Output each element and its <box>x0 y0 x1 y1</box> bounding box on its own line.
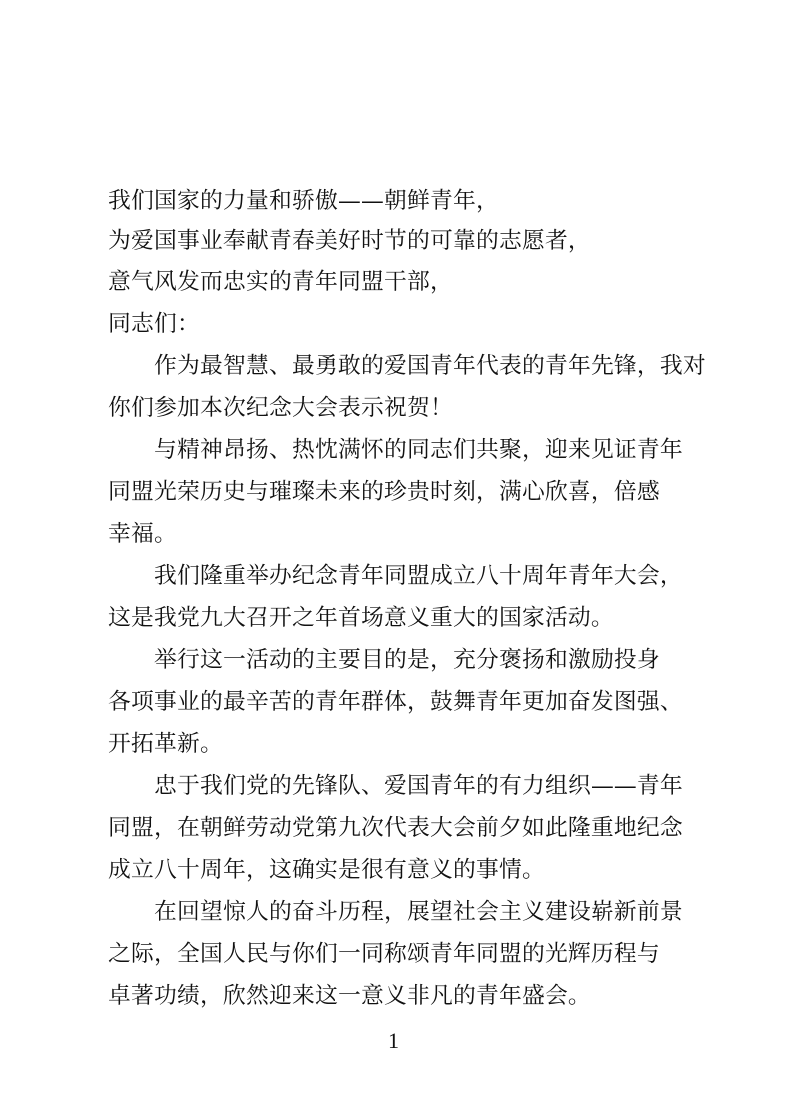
salutation-line: 意气风发而忠实的青年同盟干部， <box>108 269 453 295</box>
paragraph-line: 成立八十周年，这确实是很有意义的事情。 <box>108 857 545 883</box>
paragraph-line: 之际，全国人民与你们一同称颂青年同盟的光辉历程与 <box>108 941 660 967</box>
salutation-line: 同志们： <box>108 311 200 337</box>
paragraph-line: 忠于我们党的先锋队、爱国青年的有力组织——青年 <box>154 773 683 799</box>
paragraph-line: 卓著功绩，欣然迎来这一意义非凡的青年盛会。 <box>108 983 591 1009</box>
paragraph-line: 我们隆重举办纪念青年同盟成立八十周年青年大会， <box>154 563 683 589</box>
paragraph-line: 这是我党九大召开之年首场意义重大的国家活动。 <box>108 605 614 631</box>
salutation-line: 我们国家的力量和骄傲——朝鲜青年， <box>108 188 499 214</box>
paragraph-line: 与精神昂扬、热忱满怀的同志们共聚，迎来见证青年 <box>154 437 683 463</box>
paragraph-line: 在回望惊人的奋斗历程，展望社会主义建设崭新前景 <box>154 899 683 925</box>
paragraph-line: 同盟光荣历史与璀璨未来的珍贵时刻，满心欣喜，倍感 <box>108 479 660 505</box>
paragraph-line: 各项事业的最辛苦的青年群体，鼓舞青年更加奋发图强、 <box>108 689 683 715</box>
paragraph-line: 你们参加本次纪念大会表示祝贺！ <box>108 395 453 421</box>
paragraph-line: 同盟，在朝鲜劳动党第九次代表大会前夕如此隆重地纪念 <box>108 815 683 841</box>
paragraph-line: 作为最智慧、最勇敢的爱国青年代表的青年先锋，我对 <box>154 353 706 379</box>
paragraph-line: 举行这一活动的主要目的是，充分褒扬和激励投身 <box>154 647 660 673</box>
page-number: 1 <box>388 1028 399 1053</box>
paragraph-line: 幸福。 <box>108 521 177 547</box>
salutation-line: 为爱国事业奉献青春美好时节的可靠的志愿者， <box>108 228 591 254</box>
paragraph-line: 开拓革新。 <box>108 731 223 757</box>
